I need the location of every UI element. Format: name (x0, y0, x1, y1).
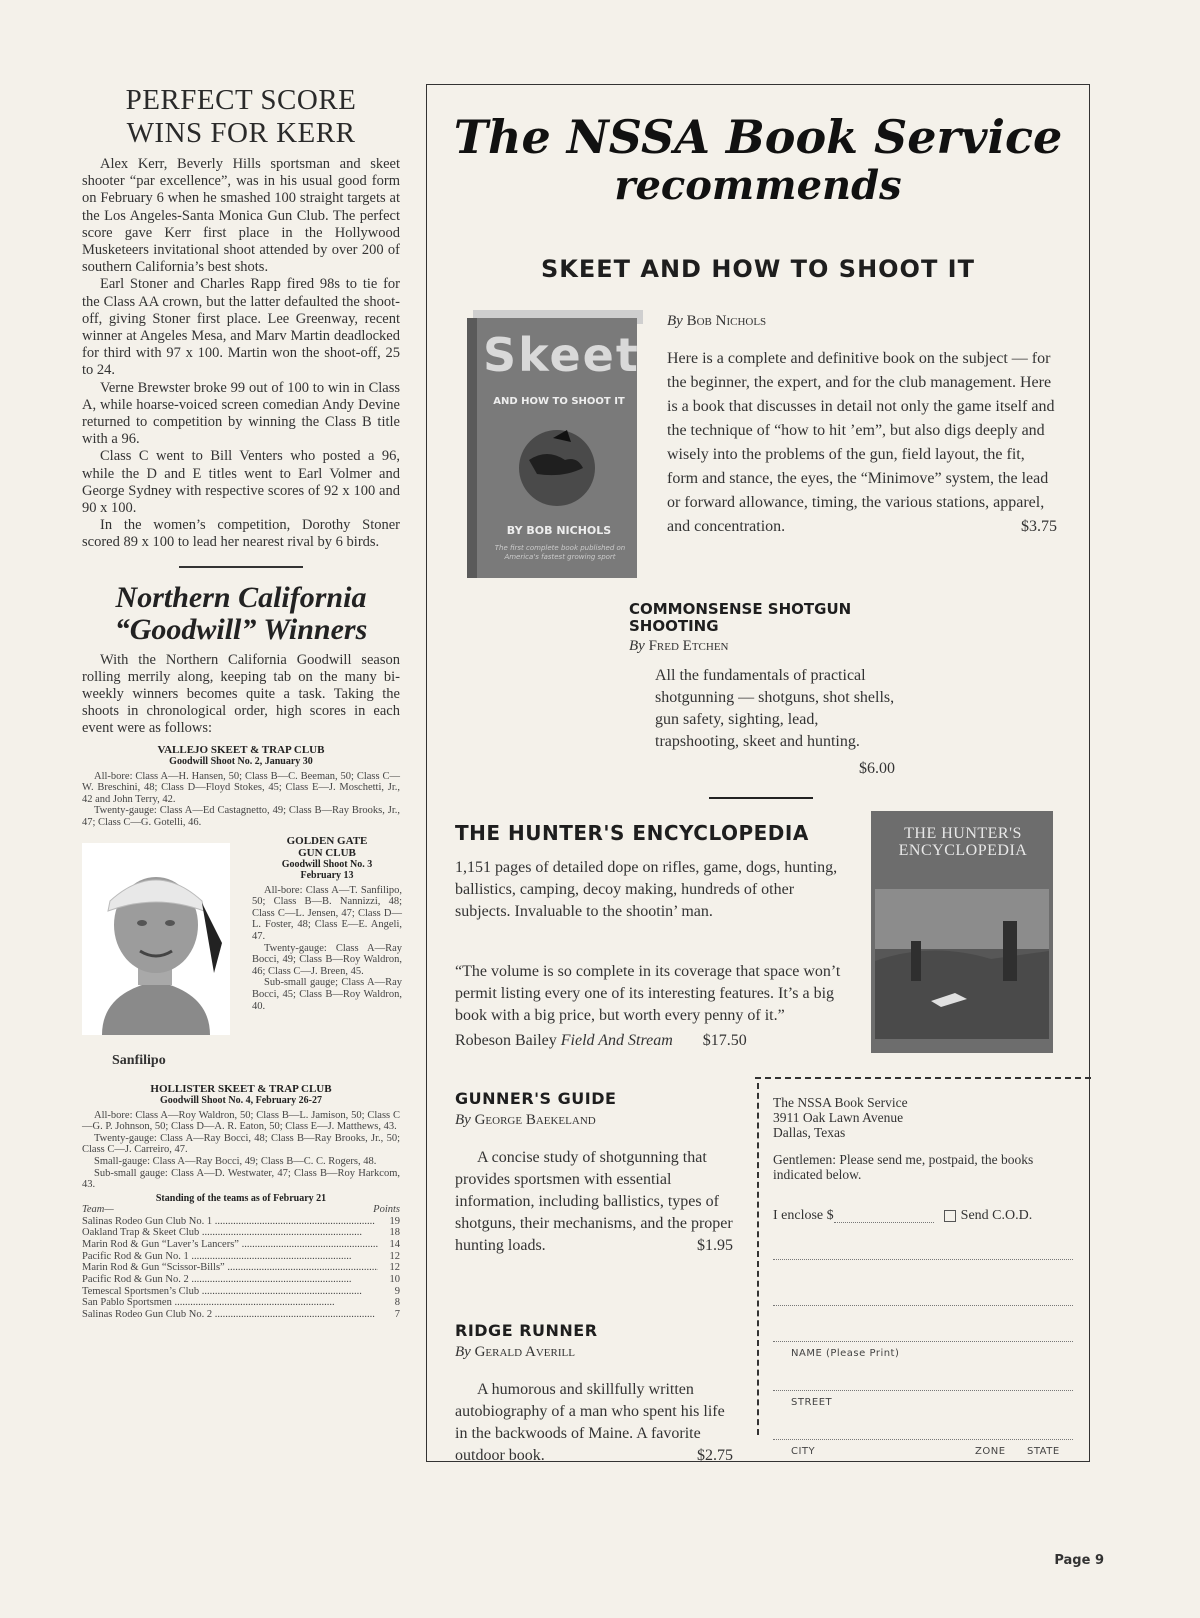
standings-row (82, 1216, 400, 1228)
encyclopedia-cover-title: THE HUNTER'S ENCYCLOPEDIA (898, 825, 1028, 859)
gunners-guide-description: A concise study of shotgunning that provides sportsmen with essential information, including ballistics, types of shotguns, their mechanisms, and the proper hunting loads. $1.95 (455, 1147, 733, 1257)
sanfilipo-photo (82, 843, 230, 1035)
page-number: Page 9 (1054, 1553, 1104, 1568)
standings-table (82, 1204, 400, 1321)
ridge-runner-description: A humorous and skillfully written autobiography of a man who spent his life in the backwoods of Maine. A favorite outdoor book. $2.75 (455, 1379, 733, 1467)
vallejo-club-name: VALLEJO SKEET & TRAP CLUB (157, 743, 325, 756)
ad-header: The NSSA Book Service (453, 110, 1063, 164)
standings-row (82, 1239, 400, 1251)
standings-row (82, 1297, 400, 1309)
kerr-paragraph-2: Earl Stoner and Charles Rapp fired 98s to tie for the Class AA crown, but the latter defaulted the shoot-off, giving Stoner first place. Lee Greenway, recent winner at Angeles Mesa, and Marv Martin deadlocked for third with 97 x 100. Martin won the shoot-off, 25 to 24. (82, 276, 400, 379)
cover-title: Skeet (483, 328, 640, 382)
commonsense-price: $6.00 (859, 760, 895, 777)
gunners-guide-price: $1.95 (697, 1237, 733, 1254)
coupon-request: Gentlemen: Please send me, postpaid, the books indicated below. (773, 1152, 1034, 1182)
skeet-price: $3.75 (1021, 518, 1057, 535)
coupon-address: The NSSA Book Service 3911 Oak Lawn Avenue Dallas, Texas (773, 1095, 908, 1140)
vallejo-results: All-bore: Class A—H. Hansen, 50; Class B—C. Beeman, 50; Class C—W. Breschini, 48; Class D—Floyd Stokes, 45; Class E—J. Moschetti, Jr., 42 and John Terry, 42. Twenty-gauge: Class A—Ed Castagnetto, 49; Class B—Ray Brooks, Jr., 47; Class C—G. Gotelli, 46. (82, 770, 400, 829)
book-line-1[interactable] (773, 1258, 1073, 1260)
standings-team: Salinas Rodeo Gun Club No. 2 ..... (82, 1309, 378, 1321)
photo-caption: Sanfilipo (112, 1052, 166, 1068)
coupon-payment: I enclose $ Send C.O.D. (773, 1208, 1033, 1223)
ad-divider (709, 797, 813, 799)
norcal-intro: With the Northern California Goodwill season rolling merrily along, keeping tab on the many bi-weekly winners becomes quite a task. Taking the shoots in chronological order, high scores in each event were as follows: (82, 651, 400, 737)
standings-title: Standing of the teams as of February 21 (155, 1192, 327, 1204)
kerr-paragraph-1: Alex Kerr, Beverly Hills sportsman and skeet shooter “par excellence”, was in his usual good form on February 6 when he smashed 100 straight targets at the Los Angeles-Santa Monica Gun Club. The perfect score gave Kerr first place in the Hollywood Musketeers invitational shoot attended by over 200 of southern California’s best shots. (82, 156, 400, 276)
section-divider (179, 566, 303, 568)
street-field[interactable] (773, 1389, 1073, 1391)
gunners-guide-byline: By George Baekeland (455, 1112, 596, 1128)
golden-gate-results: GOLDEN GATE GUN CLUB Goodwill Shoot No. 3 February 13 All-bore: Class A—T. Sanfilipo, 50; Class B—B. Nannizzi, 48; Class C—L. Jensen, 47; Class D—L. Foster, 48; Class E—E. Angeli, 47. Twenty-gauge: Class A—Ray Bocci, 49; Class B—Roy Waldron, 46; Class C—J. Breen, 45. Sub-small gauge; Class A—Ray Bocci, 45; Class B—Roy Waldron, 40. (252, 834, 402, 1012)
encyclopedia-quote: “The volume is so complete in its coverage that space won’t permit listing every one of its interesting features. It’s a big book with a big price, but worth every penny of it.” (455, 963, 841, 1024)
standings-team: Marin Rod & Gun “Scissor-Bills” ..... (82, 1262, 378, 1274)
standings-team: San Pablo Sportsmen ..... (82, 1297, 378, 1309)
amount-field[interactable] (834, 1210, 934, 1223)
city-zone-state-labels: CITY ZONE STATE (791, 1446, 1060, 1457)
standings-points: 18 (389, 1227, 400, 1239)
ridge-runner-title: RIDGE RUNNER (455, 1321, 598, 1340)
coupon-left-border (757, 1083, 759, 1435)
commonsense-title: COMMONSENSE SHOTGUN SHOOTING (629, 600, 852, 635)
standings-team: Oakland Trap & Skeet Club ..... (82, 1227, 378, 1239)
standings-row (82, 1274, 400, 1286)
golden-gate-section (82, 835, 400, 1083)
standings-points: 12 (389, 1250, 400, 1262)
skeet-description: Here is a complete and definitive book on the subject — for the beginner, the expert, and for the club management. Here is a book that discusses in detail not only the game itself and the technique of “how to hit ’em”, but also digs deeply and wisely into the problems of the gun, field layout, the fit, form and stance, the eyes, the “Minimove” system, the lead or forward allowance, timing, the various stations, apparel, and concentration. $3.75 (667, 347, 1057, 539)
cover-tagline: The first complete book published on America's fastest growing sport (494, 544, 626, 561)
kerr-paragraph-5: In the women’s competition, Dorothy Stoner scored 89 x 100 to lead her nearest rival by 6 birds. (82, 517, 400, 551)
kerr-paragraph-4: Class C went to Bill Venters who posted a 96, while the D and E titles went to Earl Volmer and George Sydney with respective scores of 92 x 100 and 90 x 100. (82, 448, 400, 517)
standings-row (82, 1251, 400, 1263)
standings-points: 14 (389, 1238, 400, 1250)
kerr-paragraph-3: Verne Brewster broke 99 out of 100 to win in Class A, while hoarse-voiced screen comedian Andy Devine returned to competition by winning the Class B title with a 96. (82, 379, 400, 448)
standings-team: Pacific Rod & Gun No. 2 ..... (82, 1274, 378, 1286)
standings-points: 10 (389, 1274, 400, 1286)
standings-points: 19 (389, 1215, 400, 1227)
skeet-book-cover (467, 310, 643, 578)
name-field[interactable] (773, 1340, 1073, 1342)
hollister-club-name: HOLLISTER SKEET & TRAP CLUB (150, 1082, 332, 1095)
encyclopedia-title: THE HUNTER'S ENCYCLOPEDIA (455, 821, 809, 845)
order-coupon (773, 1095, 1073, 1457)
standings-team: Temescal Sportsmen’s Club ..... (82, 1286, 378, 1298)
street-label: STREET (791, 1397, 833, 1408)
skeet-byline: By Bob Nichols (667, 313, 767, 329)
standings-row (82, 1262, 400, 1274)
cover-subtitle: AND HOW TO SHOOT IT (493, 396, 625, 407)
coupon-top-border (755, 1077, 1091, 1079)
book-service-ad (426, 84, 1090, 1462)
ridge-runner-byline: By Gerald Averill (455, 1344, 575, 1360)
cover-author: BY BOB NICHOLS (506, 524, 612, 537)
hollister-results: All-bore: Class A—Roy Waldron, 50; Class B—L. Jamison, 50; Class C—G. P. Johnson, 50; Class D—A. R. Eaton, 50; Class E—J. Matthews, 43. Twenty-gauge: Class A—Ray Bocci, 48; Class B—Ray Brooks, Jr., 50; Class C—J. Carreiro, 47. Small-gauge: Class A—Ray Bocci, 49; Class B—C. C. Rogers, 48. Sub-small gauge: Class A—D. Westwater, 47; Class B—Roy Harkcom, 43. (82, 1109, 400, 1191)
encyclopedia-description: 1,151 pages of detailed dope on rifles, game, dogs, hunting, ballistics, camping, decoy making, hundreds of other subjects. Invaluable to the shootin’ man. (455, 859, 838, 920)
standings-points: 9 (394, 1285, 400, 1297)
kerr-title: PERFECT SCORE WINS FOR KERR (125, 84, 357, 149)
encyclopedia-cover (871, 811, 1053, 1053)
vallejo-shoot-info: Goodwill Shoot No. 2, January 30 (169, 755, 313, 767)
standings-row (82, 1227, 400, 1239)
standings-row (82, 1309, 400, 1321)
commonsense-byline: By Fred Etchen (629, 638, 729, 654)
standings-team: Marin Rod & Gun “Laver’s Lancers” ..... (82, 1239, 378, 1251)
standings-points: 7 (394, 1309, 400, 1321)
commonsense-description: All the fundamentals of practical shotgunning — shotguns, shot shells, gun safety, sighting, lead, trapshooting, skeet and hunting. (655, 667, 895, 750)
hollister-shoot-info: Goodwill Shoot No. 4, February 26-27 (160, 1094, 322, 1106)
standings-team: Salinas Rodeo Gun Club No. 1 ..... (82, 1216, 378, 1228)
city-field[interactable] (773, 1438, 1073, 1440)
ad-subheader: recommends (614, 162, 902, 209)
skeet-book-title: SKEET AND HOW TO SHOOT IT (541, 255, 975, 283)
left-column (82, 84, 400, 1321)
encyclopedia-source: Robeson Bailey Field And Stream $17.50 (455, 1032, 747, 1049)
standings-points: 12 (389, 1262, 400, 1274)
cod-checkbox[interactable] (944, 1210, 956, 1222)
standings-row (82, 1286, 400, 1298)
standings-rows (82, 1216, 400, 1321)
name-label: NAME (Please Print) (791, 1348, 900, 1359)
gunners-guide-title: GUNNER'S GUIDE (455, 1089, 617, 1108)
standings-team: Pacific Rod & Gun No. 1 ..... (82, 1251, 378, 1263)
standings-points: 8 (394, 1297, 400, 1309)
encyclopedia-price: $17.50 (702, 1032, 747, 1049)
norcal-title: Northern California “Goodwill” Winners (114, 580, 368, 646)
standings-header: Team— Points (82, 1203, 400, 1215)
ridge-runner-price: $2.75 (697, 1447, 733, 1464)
book-line-2[interactable] (773, 1304, 1073, 1306)
